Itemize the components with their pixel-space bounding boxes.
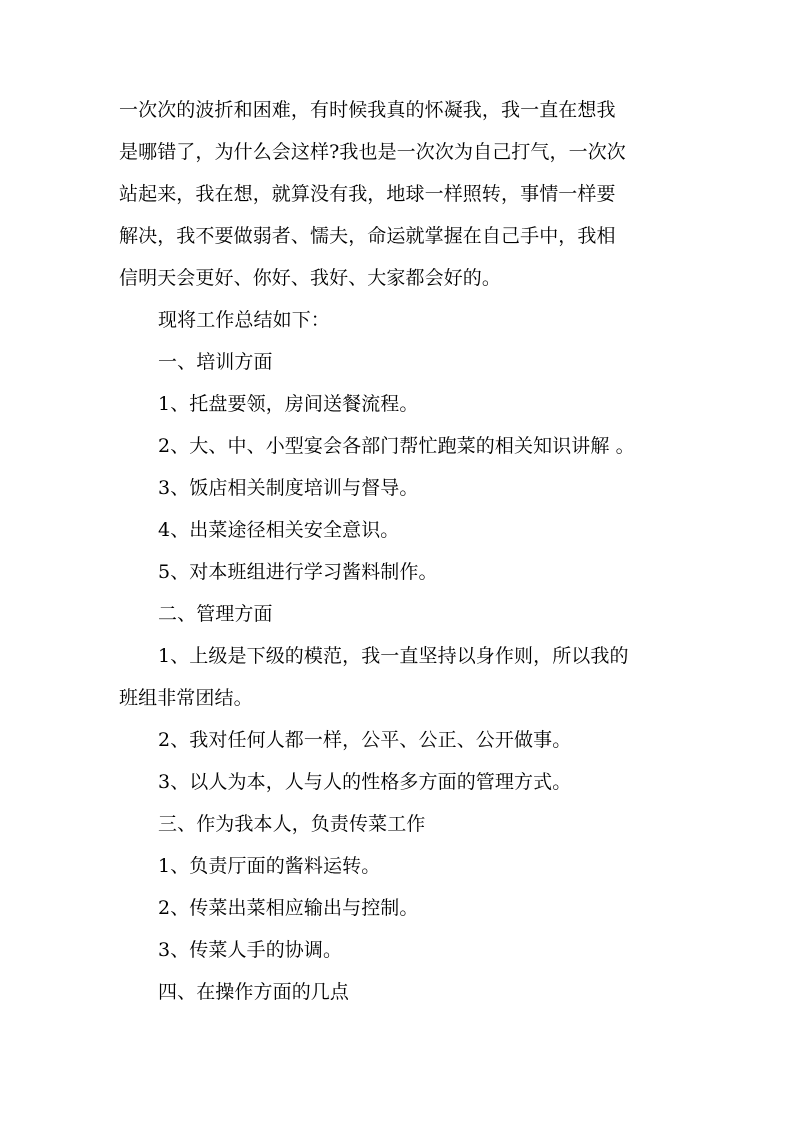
training-item-2: 2、大、中、小型宴会各部门帮忙跑菜的相关知识讲解 。 xyxy=(158,435,635,457)
management-item-3: 3、以人为本，人与人的性格多方面的管理方式。 xyxy=(158,771,572,793)
personal-duty-item-1: 1、负责厅面的酱料运转。 xyxy=(158,855,381,877)
summary-intro: 现将工作总结如下： xyxy=(158,309,330,331)
management-item-1-line-1: 1、上级是下级的模范，我一直坚持以身作则，所以我的 xyxy=(158,645,629,667)
section-heading-training: 一、培训方面 xyxy=(158,351,273,373)
management-item-2: 2、我对任何人都一样，公平、公正、公开做事。 xyxy=(158,729,572,751)
personal-duty-item-2: 2、传菜出菜相应输出与控制。 xyxy=(158,897,419,919)
section-heading-personal-duty: 三、作为我本人，负责传菜工作 xyxy=(158,813,426,835)
personal-duty-item-3: 3、传菜人手的协调。 xyxy=(158,939,343,961)
paragraph-line-5: 信明天会更好、你好、我好、大家都会好的。 xyxy=(119,267,502,289)
training-item-4: 4、出菜途径相关安全意识。 xyxy=(158,519,400,541)
paragraph-line-3: 站起来，我在想，就算没有我，地球一样照转，事情一样要 xyxy=(119,183,616,205)
training-item-5: 5、对本班组进行学习酱料制作。 xyxy=(158,561,438,583)
paragraph-line-2: 是哪错了，为什么会这样?我也是一次次为自己打气，一次次 xyxy=(119,141,626,163)
section-heading-operations: 四、在操作方面的几点 xyxy=(158,981,350,1003)
paragraph-line-4: 解决，我不要做弱者、懦夫，命运就掌握在自己手中，我相 xyxy=(119,225,616,247)
paragraph-line-1: 一次次的波折和困难，有时候我真的怀凝我，我一直在想我 xyxy=(119,99,616,121)
training-item-3: 3、饭店相关制度培训与督导。 xyxy=(158,477,419,499)
management-item-1-line-2: 班组非常团结。 xyxy=(119,687,253,709)
section-heading-management: 二、管理方面 xyxy=(158,603,273,625)
training-item-1: 1、托盘要领，房间送餐流程。 xyxy=(158,393,419,415)
